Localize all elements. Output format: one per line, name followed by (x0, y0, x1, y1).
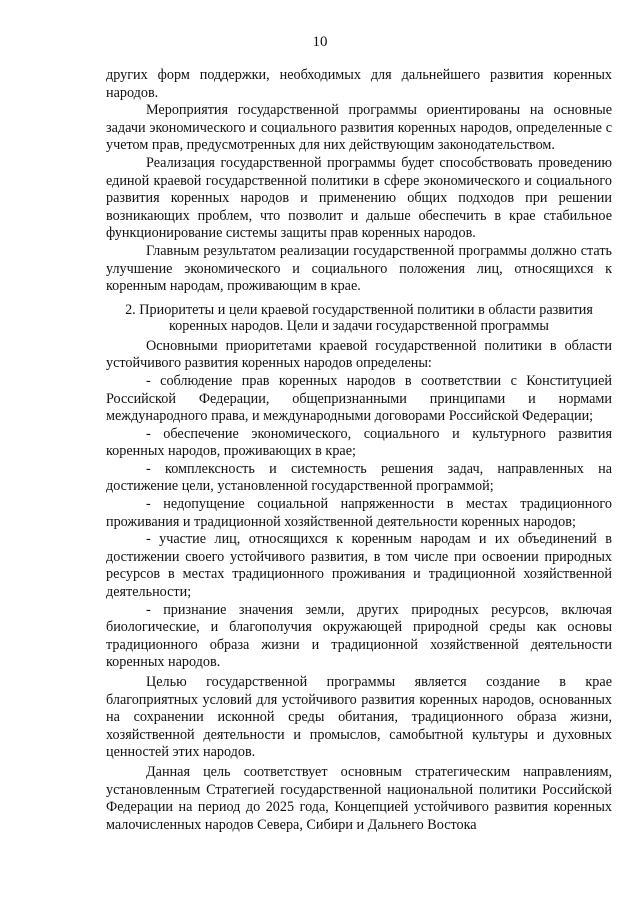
strategy-paragraph: Данная цель соответствует основным стратегическим направлениям, установленным Стратегией государственной национальной политики Российской Федерации на период до 2025 года, Концепцией устойчивого развития коренных малочисленных народов Севера, Сибири и Дальнего Востока (106, 763, 612, 833)
priority-item: - комплексность и системность решения задач, направленных на достижение цели, установленной государственной программой; (106, 460, 612, 495)
priorities-intro: Основными приоритетами краевой государственной политики в области устойчивого развития коренных народов определены: (106, 337, 612, 372)
paragraph: Главным результатом реализации государственной программы должно стать улучшение экономического и социального положения лиц, относящихся к коренным народам, проживающим в крае. (106, 242, 612, 295)
paragraph: Мероприятия государственной программы ориентированы на основные задачи экономического и социального развития коренных народов, определенные с учетом прав, предусмотренных для них действующим законодательством. (106, 102, 612, 154)
priority-item: - обеспечение экономического, социального и культурного развития коренных народов, проживающих в крае; (106, 425, 612, 460)
paragraph: Реализация государственной программы будет способствовать проведению единой краевой государственной политики в сфере экономического и социального развития коренных народов и применению общих подходов при решении возникающих проблем, что позволит и дальше обеспечить в крае стабильное функционирование системы защиты прав коренных народов. (106, 154, 612, 242)
document-body (106, 67, 612, 834)
page-number: 10 (312, 34, 328, 50)
priority-item: - соблюдение прав коренных народов в соответствии с Конституцией Российской Федерации, общепризнанными принципами и нормами международного права, и международными договорами Российской Федерации; (106, 372, 612, 425)
paragraph: других форм поддержки, необходимых для дальнейшего развития коренных народов. (106, 67, 612, 101)
section-heading: 2. Приоритеты и цели краевой государственной политики в области развития коренных народов. Цели и задачи государственной программы (125, 301, 593, 334)
priority-item: - недопущение социальной напряженности в местах традиционного проживания и традиционной хозяйственной деятельности коренных народов; (106, 496, 612, 530)
priority-item: - участие лиц, относящихся к коренным народам и их объединений в достижении своего устойчивого развития, в том числе при освоении природных ресурсов в местах традиционного проживания и традиционной хозяйственной деятельности; (106, 531, 612, 601)
goal-paragraph: Целью государственной программы является создание в крае благоприятных условий для устойчивого развития коренных народов, основанных на сохранении исконной среды обитания, традиционного образа жизни, хозяйственной деятельности и промыслов, самобытной культуры и духовных ценностей этих народов. (106, 674, 612, 761)
priority-item: - признание значения земли, других природных ресурсов, включая биологические, и благополучия окружающей природной среды как основы традиционного образа жизни и традиционной хозяйственной деятельности коренных народов. (106, 601, 612, 671)
